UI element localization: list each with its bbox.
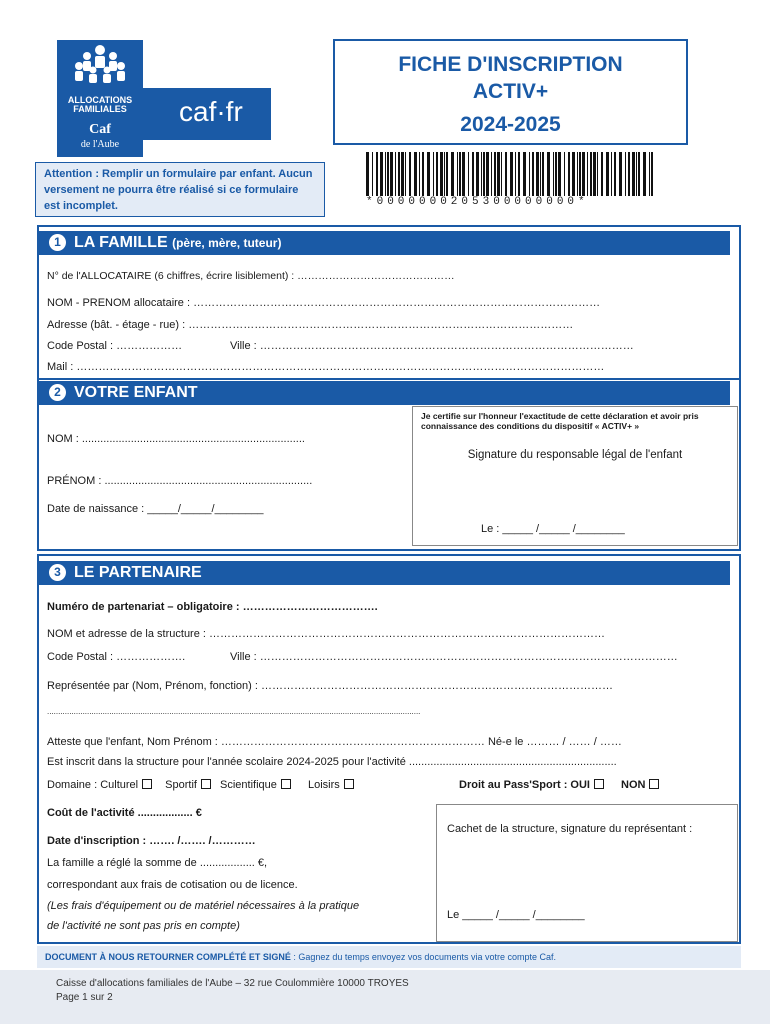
- section-number-3: 3: [49, 564, 66, 581]
- return-instructions-text: : Gagnez du temps envoyez vos documents via votre compte Caf.: [290, 952, 556, 962]
- certification-text: Je certifie sur l'honneur l'exactitude de cette déclaration et avoir pris connaissance des conditions du dispositif « ACTIV+ »: [421, 411, 699, 431]
- domaine-scientifique-label: Scientifique: [220, 779, 277, 791]
- checkbox-culturel[interactable]: [142, 779, 152, 789]
- barcode-number: *0000000205300000000*: [366, 196, 589, 208]
- representee-par-field[interactable]: Représentée par (Nom, Prénom, fonction) : ……………………………………………………………………………………: [47, 680, 613, 692]
- cachet-box[interactable]: [436, 804, 738, 942]
- form-subtitle: ACTIV+: [472, 80, 549, 103]
- enfant-nom-field[interactable]: NOM : .........................................................................: [47, 433, 305, 445]
- footer-page-number: Page 1 sur 2: [56, 992, 113, 1003]
- allocataire-field[interactable]: N° de l'ALLOCATAIRE (6 chiffres, écrire lisiblement) : ………………………………………: [47, 270, 455, 282]
- signature-label: Signature du responsable légal de l'enfant: [467, 449, 683, 461]
- logo-caf-text: Caf: [89, 122, 111, 137]
- frais-note-line1: (Les frais d'équipement ou de matériel nécessaires à la pratique: [47, 900, 360, 912]
- logo-brand-text: ALLOCATIONS FAMILIALES: [67, 95, 133, 114]
- numero-partenariat-field[interactable]: Numéro de partenariat – obligatoire : ……………………………….: [47, 601, 378, 613]
- section-partenaire-header: [39, 561, 730, 585]
- section-title: VOTRE ENFANT: [74, 384, 198, 401]
- family-figures-icon: [57, 40, 143, 96]
- date-naissance-field[interactable]: Date de naissance : _____/_____/________: [47, 503, 264, 515]
- passsport-non-label: NON: [621, 779, 646, 791]
- cachet-date-field[interactable]: Le _____ /_____ /________: [447, 909, 585, 921]
- passsport-row: [459, 779, 659, 791]
- section-number-2: 2: [49, 384, 66, 401]
- checkbox-scientifique[interactable]: [281, 779, 291, 789]
- form-year: 2024-2025: [460, 113, 561, 136]
- section-title: LE PARTENAIRE: [74, 564, 202, 581]
- representee-dotted-line[interactable]: ........................................................................................................................................................................: [47, 707, 421, 716]
- checkbox-loisirs[interactable]: [344, 779, 354, 789]
- section-subtitle: (père, mère, tuteur): [172, 236, 282, 250]
- domaine-loisirs-label: Loisirs: [307, 779, 340, 791]
- section-number-1: 1: [49, 234, 66, 251]
- return-instructions: [37, 946, 741, 968]
- certification-box: [412, 406, 738, 546]
- attention-notice: Attention : Remplir un formulaire par enfant. Aucun versement ne pourra être réalisé si ce formulaire est incomplet.: [35, 162, 325, 217]
- caffr-logo: caf·fr: [143, 88, 271, 140]
- logo-aube-text: de l'Aube: [57, 139, 143, 157]
- domaine-culturel-label: Domaine : Culturel: [47, 779, 139, 791]
- structure-nom-adresse-field[interactable]: NOM et adresse de la structure : ………………………………………………………………………………………………: [47, 628, 606, 640]
- cachet-label: Cachet de la structure, signature du représentant :: [447, 823, 693, 835]
- checkbox-sportif[interactable]: [201, 779, 211, 789]
- somme-reglee-field[interactable]: La famille a réglé la somme de .................. €,: [47, 857, 268, 869]
- checkbox-passsport-oui[interactable]: [594, 779, 604, 789]
- passsport-oui-label: Droit au Pass'Sport : OUI: [459, 779, 590, 791]
- date-inscription-field[interactable]: Date d'inscription : ……. /……. /…………: [47, 835, 256, 847]
- nom-prenom-field[interactable]: NOM - PRENOM allocataire : …………………………………………………………………………………………………: [47, 297, 601, 309]
- cotisation-text: correspondant aux frais de cotisation ou de licence.: [47, 879, 298, 891]
- form-title-box: [333, 39, 688, 145]
- form-title: FICHE D'INSCRIPTION: [398, 53, 623, 76]
- signature-date-field[interactable]: Le : _____ /_____ /________: [481, 523, 625, 535]
- atteste-field[interactable]: Atteste que l'enfant, Nom Prénom : ……………………………………………………………… Né-e le ……… / …… / ……: [47, 736, 622, 748]
- cout-activite-field[interactable]: Coût de l'activité .................. €: [47, 807, 202, 819]
- footer-text: [56, 977, 409, 1005]
- enfant-prenom-field[interactable]: PRÉNOM : ....................................................................: [47, 475, 313, 487]
- mail-field[interactable]: Mail : ………………………………………………………………………………………………………………………………: [47, 361, 605, 373]
- section-famille-header: [39, 231, 730, 255]
- activite-field[interactable]: Est inscrit dans la structure pour l'année scolaire 2024-2025 pour l'activité ....................................................................: [47, 756, 617, 768]
- return-instructions-bold: DOCUMENT À NOUS RETOURNER COMPLÉTÉ ET SIGNÉ: [45, 952, 291, 962]
- adresse-field[interactable]: Adresse (bât. - étage - rue) : ……………………………………………………………………………………………: [47, 319, 574, 331]
- footer-address: Caisse d'allocations familiales de l'Aube – 32 rue Coulommière 10000 TROYES: [56, 978, 409, 989]
- barcode: [366, 152, 656, 196]
- structure-cp-field[interactable]: Code Postal : ……………….: [47, 651, 186, 663]
- section-title: LA FAMILLE: [74, 234, 168, 251]
- ville-field[interactable]: Ville : …………………………………………………………………………………………: [230, 340, 634, 352]
- code-postal-field[interactable]: Code Postal : ………………: [47, 340, 183, 352]
- frais-note-line2: de l'activité ne sont pas pris en compte): [47, 920, 240, 932]
- structure-ville-field[interactable]: Ville : ……………………………………………………………………………………………………: [230, 651, 678, 663]
- domaine-sportif-label: Sportif: [165, 779, 197, 791]
- checkbox-passsport-non[interactable]: [649, 779, 659, 789]
- domaine-row: [47, 779, 354, 791]
